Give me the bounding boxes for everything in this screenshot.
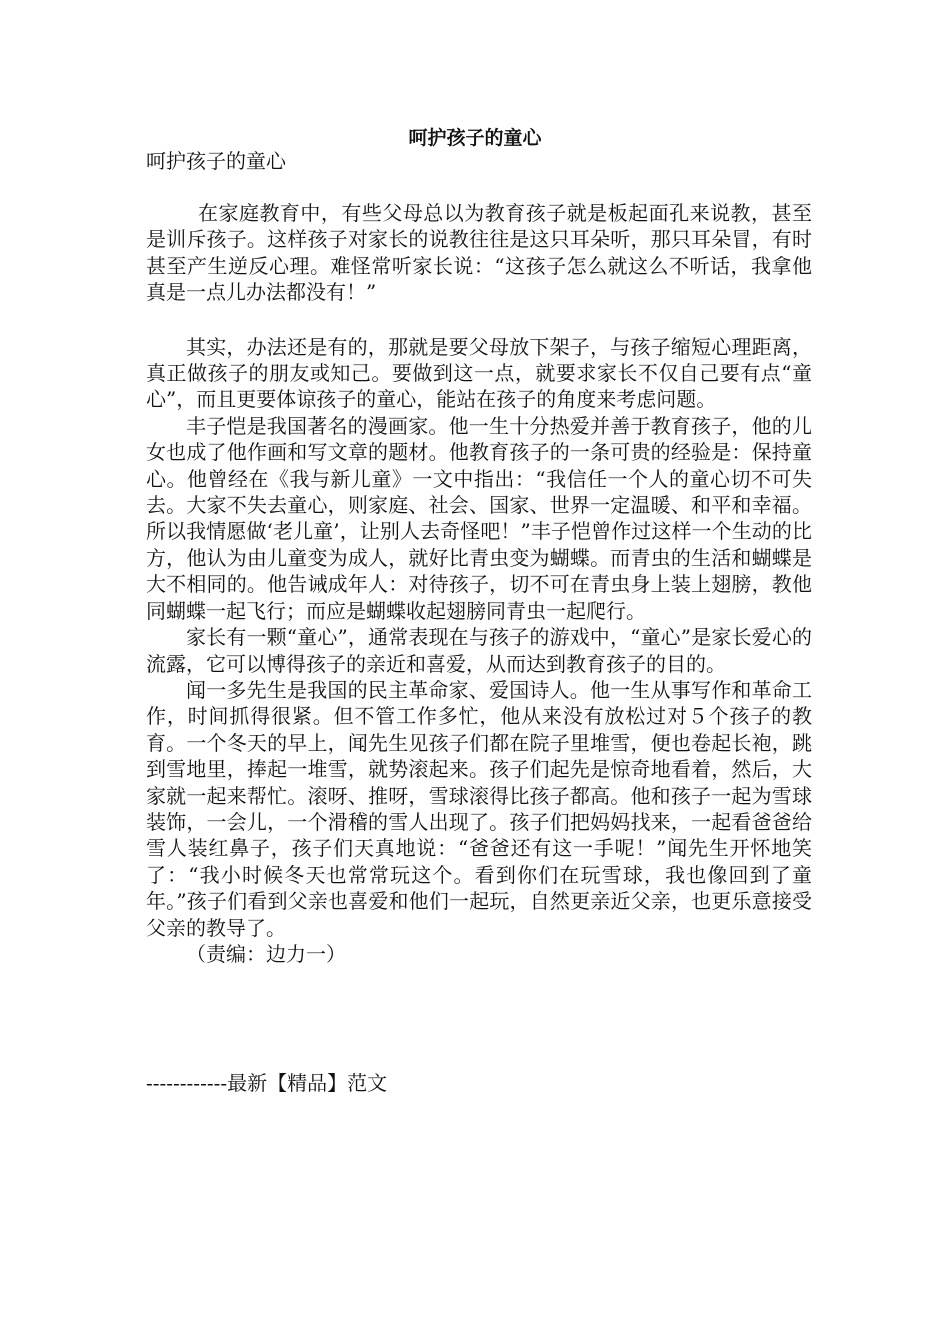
document-title: 呵护孩子的童心 bbox=[408, 127, 542, 149]
paragraph-feng-zikai: 丰子恺是我国著名的漫画家。他一生十分热爱并善于教育孩子，他的儿女也成了他作画和写文章的题材。他教育孩子的一条可贵的经验是：保持童心。他曾经在《我与新儿童》一文中指出：“我信任一个人的童心切不可失去。大家不失去童心，则家庭、社会、国家、世界一定温暖、和平和幸福。所以我情愿做‘老儿童’，让别人去奇怪吧！”丰子恺曾作过这样一个生动的比方，他认为由儿童变为成人，就好比青虫变为蝴蝶。而青虫的生活和蝴蝶是大不相同的。他告诫成年人：对待孩子，切不可在青虫身上装上翅膀，教他同蝴蝶一起飞行；而应是蝴蝶收起翅膀同青虫一起爬行。 bbox=[146, 413, 812, 623]
article-body bbox=[146, 200, 812, 967]
editor-credit: （责编：边力一） bbox=[186, 941, 346, 966]
footer-tagline: ------------最新【精品】范文 bbox=[146, 1071, 388, 1095]
paragraph-intro: 在家庭教育中，有些父母总以为教育孩子就是板起面孔来说教，甚至是训斥孩子。这样孩子对家长的说教往往是这只耳朵听，那只耳朵冒，有时甚至产生逆反心理。难怪常听家长说：“这孩子怎么就这么不听话，我拿他真是一点儿办法都没有！” bbox=[146, 201, 812, 305]
document-subtitle: 呵护孩子的童心 bbox=[146, 149, 286, 173]
paragraph-wen-yiduo: 闻一多先生是我国的民主革命家、爱国诗人。他一生从事写作和革命工作，时间抓得很紧。但不管工作多忙，他从来没有放松过对５个孩子的教育。一个冬天的早上，闻先生见孩子们都在院子里堆雪，便也卷起长袍，跳到雪地里，捧起一堆雪，就势滚起来。孩子们起先是惊奇地看着，然后，大家就一起来帮忙。滚呀、推呀，雪球滚得比孩子都高。他和孩子一起为雪球装饰，一会儿，一个滑稽的雪人出现了。孩子们把妈妈找来，一起看爸爸给雪人装红鼻子，孩子们天真地说：“爸爸还有这一手呢！”闻先生开怀地笑了：“我小时候冬天也常常玩这个。看到你们在玩雪球，我也像回到了童年。”孩子们看到父亲也喜爱和他们一起玩，自然更亲近父亲，也更乐意接受父亲的教导了。 bbox=[146, 677, 812, 940]
paragraph-spacer bbox=[146, 306, 812, 334]
paragraph-approach: 其实，办法还是有的，那就是要父母放下架子，与孩子缩短心理距离，真正做孩子的朋友或知己。要做到这一点，就要求家长不仅自己要有点“童心”，而且更要体谅孩子的童心，能站在孩子的角度来考虑问题。 bbox=[146, 334, 812, 412]
paragraph-childlike-heart: 家长有一颗“童心”，通常表现在与孩子的游戏中，“童心”是家长爱心的流露，它可以博得孩子的亲近和喜爱，从而达到教育孩子的目的。 bbox=[146, 625, 812, 676]
